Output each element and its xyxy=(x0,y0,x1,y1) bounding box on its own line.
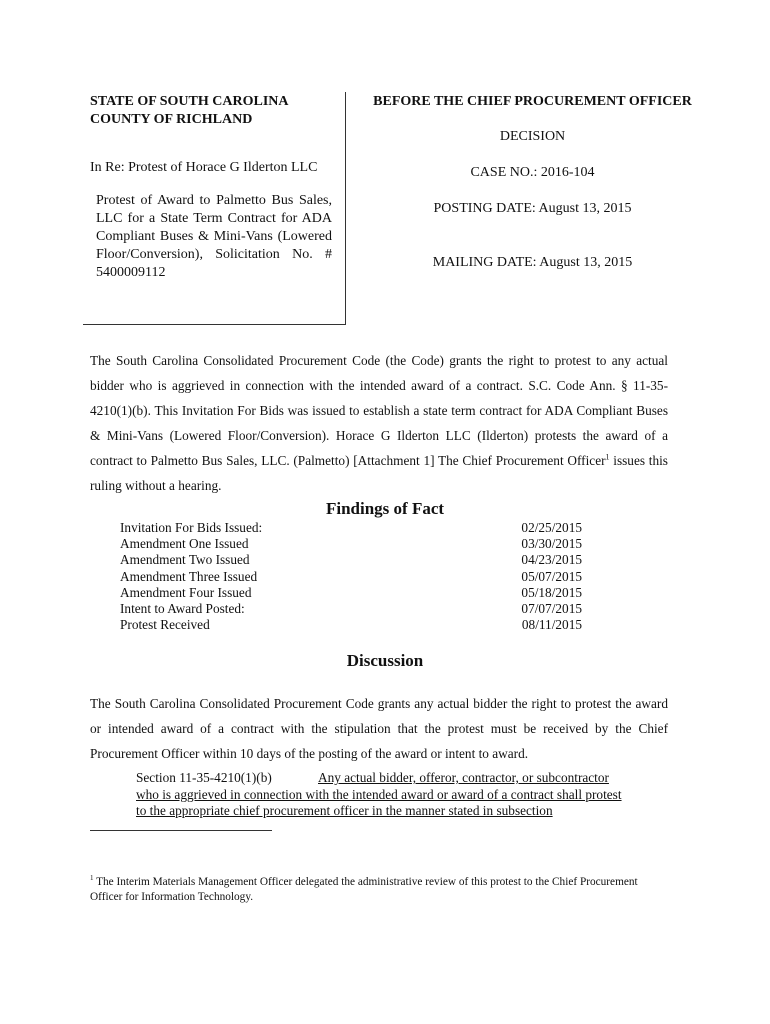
finding-label: Invitation For Bids Issued: xyxy=(120,520,263,535)
caption-divider-horizontal xyxy=(83,324,346,325)
footnote xyxy=(90,871,670,905)
decision-label: DECISION xyxy=(499,129,566,144)
finding-row xyxy=(120,601,582,617)
protest-description: Protest of Award to Palmetto Bus Sales, LLC for a State Term Contract for ADA Compliant Buses & Mini-Vans (Lowered Floor/Conversion), Solicitation No. # 5400009112 xyxy=(96,193,332,280)
finding-label: Amendment Two Issued xyxy=(120,552,250,568)
discussion-heading: Discussion xyxy=(346,651,424,670)
finding-label: Protest Received xyxy=(120,617,210,633)
statute-quote xyxy=(136,770,626,820)
caption-left xyxy=(90,93,345,282)
footnote-text: The Interim Materials Management Officer delegated the administrative review of this protest to the Chief Procurement Officer for Information Technology. xyxy=(90,875,638,903)
finding-label: Amendment Four Issued xyxy=(120,584,252,600)
finding-row xyxy=(120,585,582,601)
finding-date: 02/25/2015 xyxy=(521,520,582,535)
discussion-paragraph: The South Carolina Consolidated Procurement Code grants any actual bidder the right to protest the award or intended award of a contract with the stipulation that the protest must be received by the Chief Procurement Officer within 10 days of the posting of the award or intent to award. xyxy=(90,696,668,761)
finding-label: Amendment One Issued xyxy=(120,536,249,552)
findings-heading: Findings of Fact xyxy=(325,499,445,518)
finding-row xyxy=(120,617,582,633)
finding-date: 05/18/2015 xyxy=(521,584,582,600)
mailing-date: MAILING DATE: August 13, 2015 xyxy=(432,255,633,270)
in-re-line: In Re: Protest of Horace G Ilderton LLC xyxy=(90,160,318,175)
finding-row xyxy=(120,536,582,552)
findings-table xyxy=(120,520,582,633)
footnote-rule xyxy=(90,830,272,831)
intro-text-end: issues this ruling without a hearing. xyxy=(90,453,668,493)
statute-text: Any actual bidder, offeror, contractor, or subcontractor who is aggrieved in connection with the intended award or award of a contract shall protest to the appropriate chief procurement officer in the manner stated in subsection xyxy=(136,770,622,818)
statute-section: Section 11-35-4210(1)(b) xyxy=(136,770,272,785)
footnote-mark: 1 xyxy=(90,874,94,882)
finding-date: 05/07/2015 xyxy=(521,568,582,584)
finding-row xyxy=(120,520,582,536)
posting-date: POSTING DATE: August 13, 2015 xyxy=(433,201,632,216)
finding-date: 08/11/2015 xyxy=(521,617,582,633)
finding-row xyxy=(120,569,582,585)
finding-label: Amendment Three Issued xyxy=(120,568,258,584)
finding-date: 03/30/2015 xyxy=(521,536,582,552)
finding-date: 04/23/2015 xyxy=(521,552,582,568)
before-heading: BEFORE THE CHIEF PROCUREMENT OFFICER xyxy=(373,94,692,109)
finding-date: 07/07/2015 xyxy=(521,601,582,617)
caption-right xyxy=(355,93,710,272)
state-county: STATE OF SOUTH CAROLINA COUNTY OF RICHLAND xyxy=(90,94,289,127)
finding-row xyxy=(120,552,582,568)
caption-divider-vertical xyxy=(345,92,346,325)
footnote-ref: 1 xyxy=(605,452,610,462)
case-number: CASE NO.: 2016-104 xyxy=(470,165,595,180)
finding-label: Intent to Award Posted: xyxy=(120,601,245,617)
intro-paragraph xyxy=(90,348,668,498)
intro-text: The South Carolina Consolidated Procurement Code (the Code) grants the right to protest to any actual bidder who is aggrieved in connection with the intended award of a contract. S.C. Code Ann. § 11-35-4210(1)(b). This Invitation For Bids was issued to establish a state term contract for ADA Compliant Buses & Mini-Vans (Lowered Floor/Conversion). Horace G Ilderton LLC (Ilderton) protests the award of a contract to Palmetto Bus Sales, LLC. (Palmetto) [Attachment 1] The Chief Procurement Officer xyxy=(90,353,668,468)
